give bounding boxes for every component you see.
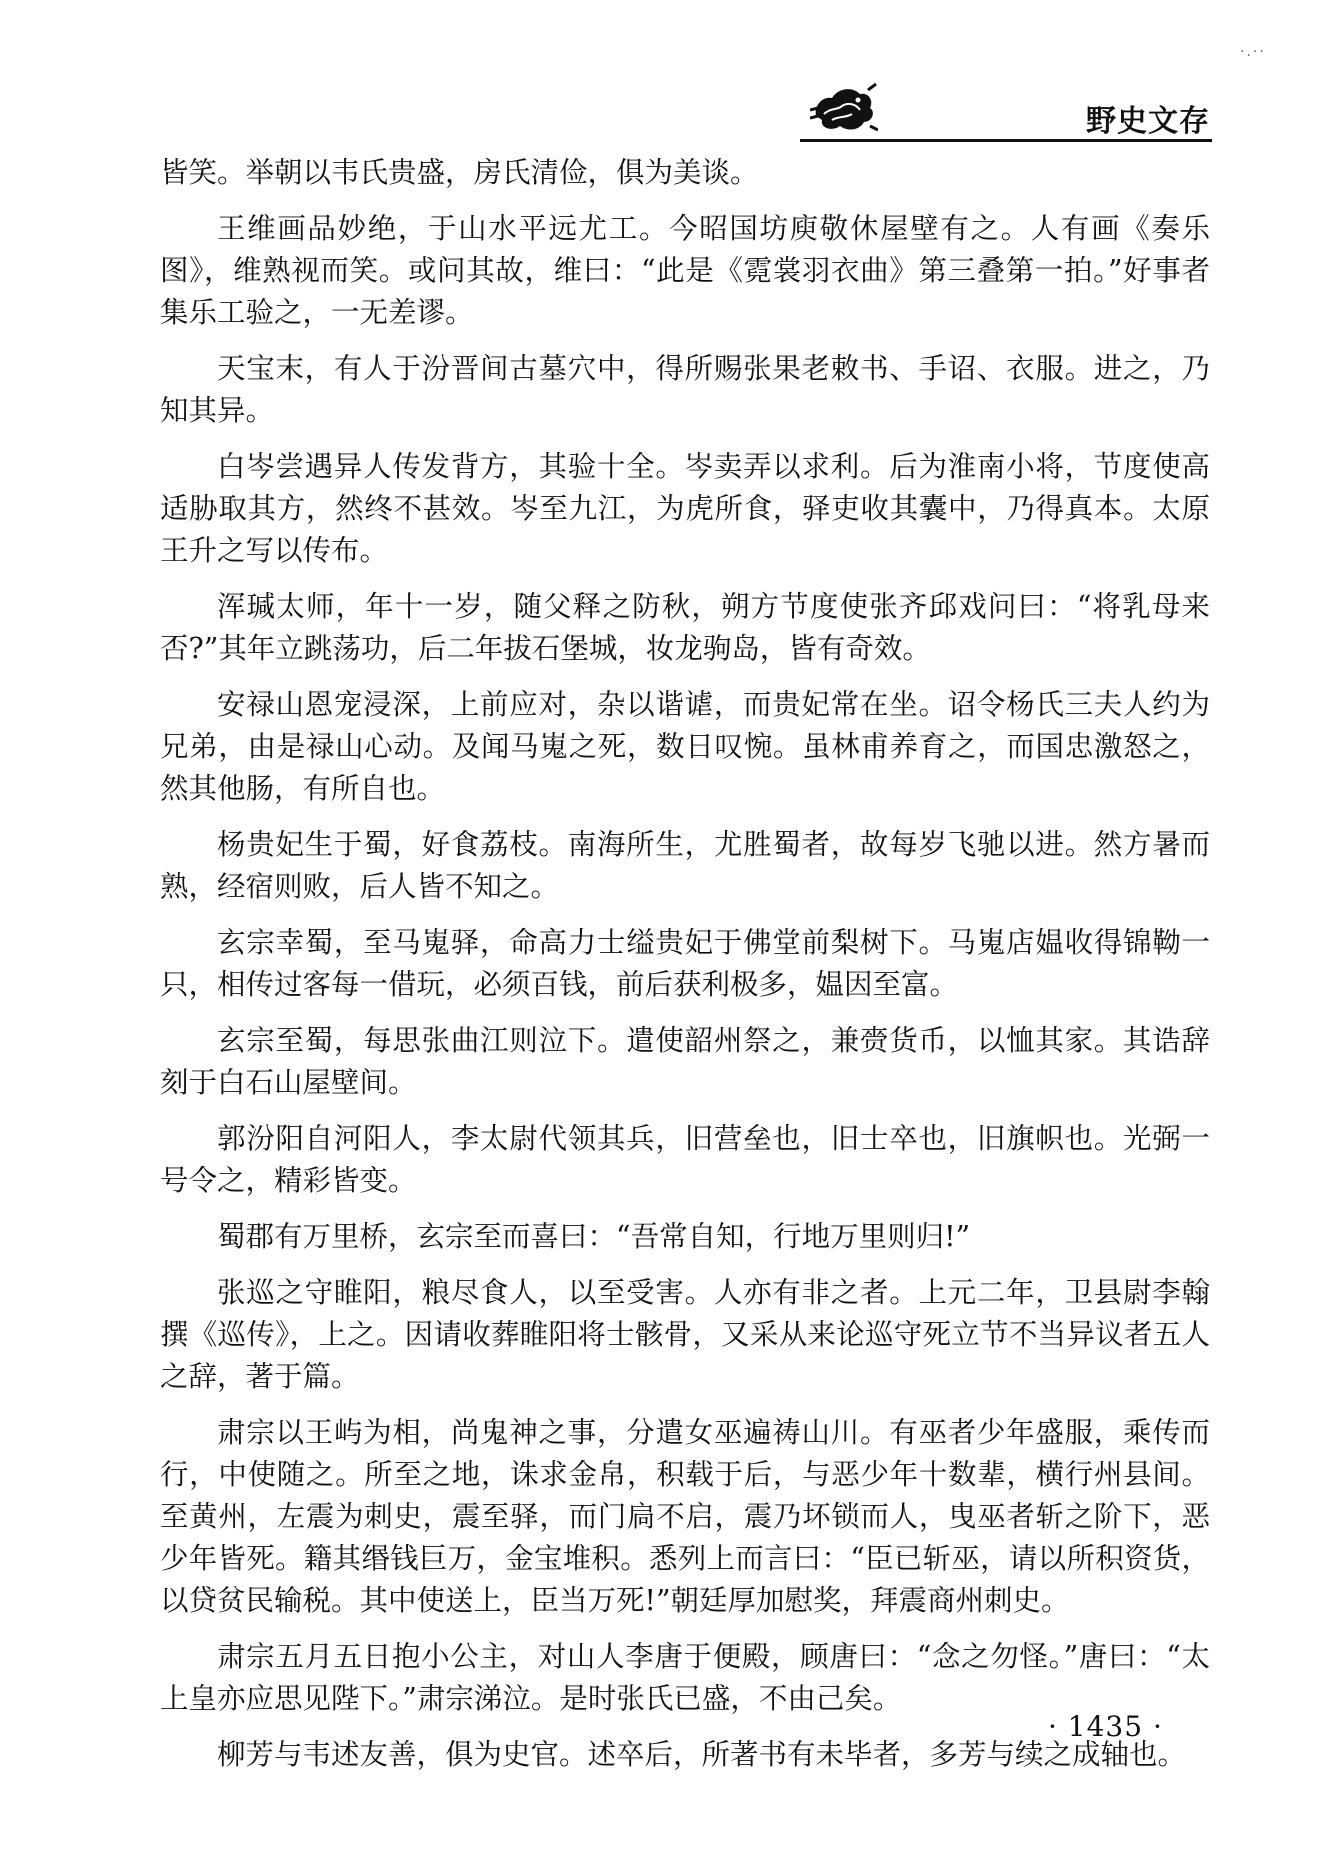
paragraph: 柳芳与韦述友善，俱为史官。述卒后，所著书有未毕者，多芳与续之成轴也。 [217, 1738, 1187, 1771]
scan-speck: ·.·· [1240, 44, 1266, 60]
dragon-emblem-icon [810, 80, 878, 136]
main-text [160, 152, 1210, 1790]
paragraph: 肃宗五月五日抱小公主，对山人李唐于便殿，顾唐曰：“念之勿怪。”唐曰：“太上皇亦应思见陛下。”肃宗涕泣。是时张氏已盛，不由己矣。 [160, 1640, 1210, 1715]
header-rule [800, 139, 1212, 142]
paragraph: 安禄山恩宠浸深，上前应对，杂以谐谑，而贵妃常在坐。诏令杨氏三夫人约为兄弟，由是禄山心动。及闻马嵬之死，数日叹惋。虽林甫养育之，而国忠激怒之，然其他肠，有所自也。 [160, 688, 1210, 805]
paragraph: 皆笑。举朝以韦氏贵盛，房氏清俭，俱为美谈。 [160, 156, 759, 189]
paragraph: 蜀郡有万里桥，玄宗至而喜曰：“吾常自知，行地万里则归!” [217, 1220, 971, 1253]
page-number: · 1435 · [1048, 1710, 1163, 1743]
paragraph: 白岑尝遇异人传发背方，其验十全。岑卖弄以求利。后为淮南小将，节度使高适胁取其方，然终不甚效。岑至九江，为虎所食，驿吏收其囊中，乃得真本。太原王升之写以传布。 [160, 450, 1210, 567]
section-title: 野史文存 [1086, 104, 1210, 139]
paragraph: 杨贵妃生于蜀，好食荔枝。南海所生，尤胜蜀者，故每岁飞驰以进。然方暑而熟，经宿则败，后人皆不知之。 [160, 828, 1210, 903]
paragraph: 肃宗以王屿为相，尚鬼神之事，分遣女巫遍祷山川。有巫者少年盛服，乘传而行，中使随之。所至之地，诛求金帛，积载于后，与恶少年十数辈，横行州县间。至黄州，左震为刺史，震至驿，而门扃不启，震乃坏锁而人，曳巫者斩之阶下，恶少年皆死。籍其缗钱巨万，金宝堆积。悉列上而言曰：“臣已斩巫，请以所积资货，以贷贫民输税。其中使送上，臣当万死!”朝廷厚加慰奖，拜震商州刺史。 [160, 1416, 1210, 1617]
paragraph: 张巡之守睢阳，粮尽食人，以至受害。人亦有非之者。上元二年，卫县尉李翰撰《巡传》，上之。因请收葬睢阳将士骸骨，又采从来论巡守死立节不当异议者五人之辞，著于篇。 [160, 1276, 1210, 1393]
paragraph: 王维画品妙绝，于山水平远尤工。今昭国坊庾敬休屋壁有之。人有画《奏乐图》，维熟视而笑。或问其故，维曰：“此是《霓裳羽衣曲》第三叠第一拍。”好事者集乐工验之，一无差谬。 [160, 212, 1210, 329]
paragraph: 玄宗至蜀，每思张曲江则泣下。遣使韶州祭之，兼赍货币，以恤其家。其诰辞刻于白石山屋壁间。 [160, 1024, 1210, 1099]
running-header [800, 80, 1212, 142]
paragraph: 郭汾阳自河阳人，李太尉代领其兵，旧营垒也，旧士卒也，旧旗帜也。光弼一号令之，精彩皆变。 [160, 1122, 1210, 1197]
paragraph: 浑瑊太师，年十一岁，随父释之防秋，朔方节度使张齐邱戏问曰：“将乳母来否?”其年立跳荡功，后二年拔石堡城，妆龙驹岛，皆有奇效。 [160, 590, 1210, 665]
paragraph: 天宝末，有人于汾晋间古墓穴中，得所赐张果老敕书、手诏、衣服。进之，乃知其异。 [160, 352, 1210, 427]
paragraph: 玄宗幸蜀，至马嵬驿，命高力士缢贵妃于佛堂前梨树下。马嵬店媪收得锦靿一只，相传过客每一借玩，必须百钱，前后获利极多，媪因至富。 [160, 926, 1210, 1001]
